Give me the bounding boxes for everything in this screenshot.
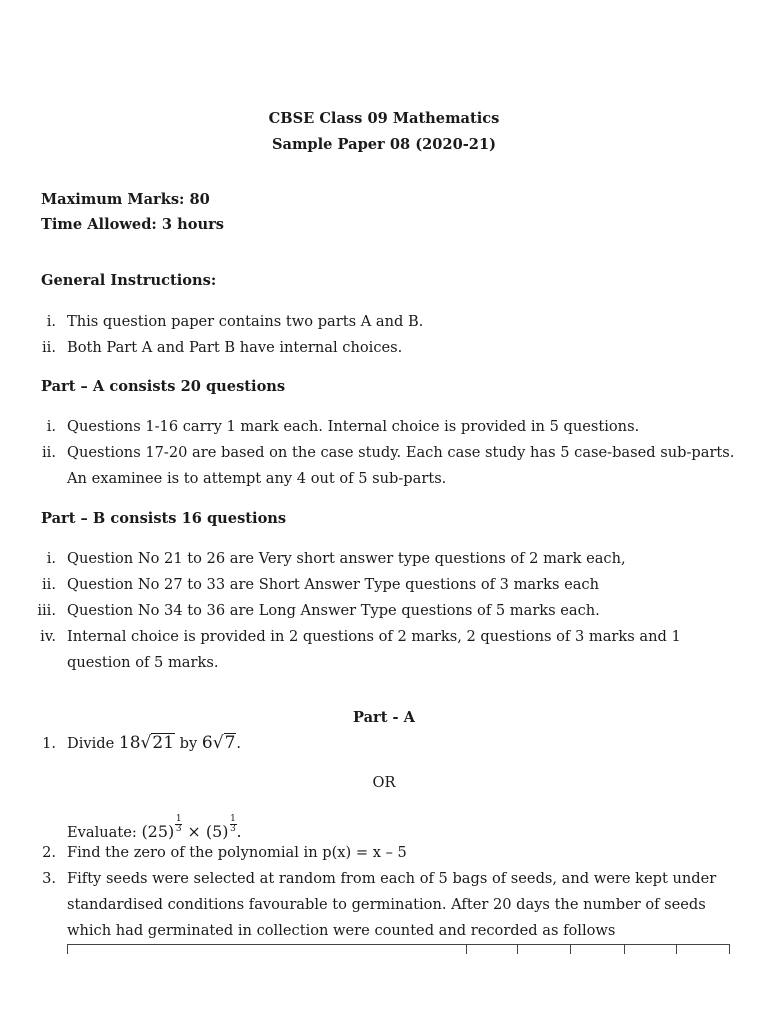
question-3-line: Fifty seeds were selected at random from each of 5 bags of seeds, and were kept under bbox=[67, 870, 717, 887]
part-a-heading: Part - A bbox=[352, 709, 415, 726]
denominator: 3 bbox=[230, 824, 236, 834]
radicand: 21 bbox=[152, 733, 175, 753]
coefficient: 18 bbox=[118, 733, 141, 753]
table-column-divider bbox=[729, 944, 730, 954]
list-item: Question No 21 to 26 are Very short answer type questions of 2 mark each, bbox=[67, 550, 626, 567]
radicand: 7 bbox=[224, 733, 236, 753]
list-item: Internal choice is provided in 2 questions of 2 marks, 2 questions of 3 marks and 1 bbox=[67, 628, 681, 645]
list-item: Both Part A and Part B have internal choices. bbox=[67, 339, 403, 356]
fraction-exponent bbox=[230, 815, 237, 834]
question-1-mid: by bbox=[179, 735, 198, 752]
period: . bbox=[236, 735, 242, 752]
numerator: 1 bbox=[230, 814, 236, 824]
sqrt-symbol: √7 bbox=[212, 733, 236, 753]
question-number: 2. bbox=[42, 844, 56, 861]
period: . bbox=[236, 822, 242, 841]
sqrt-symbol: √21 bbox=[140, 733, 175, 753]
question-3-line: which had germinated in collection were counted and recorded as follows bbox=[67, 922, 616, 939]
maximum-marks: Maximum Marks: 80 bbox=[41, 191, 210, 208]
list-number: i. bbox=[46, 313, 56, 330]
document-title: CBSE Class 09 Mathematics bbox=[268, 110, 500, 127]
general-instructions-heading: General Instructions: bbox=[41, 272, 217, 289]
table-column-divider bbox=[624, 944, 625, 954]
denominator: 3 bbox=[175, 824, 182, 834]
table-column-divider bbox=[466, 944, 467, 954]
question-2: Find the zero of the polynomial in p(x) = x – 5 bbox=[67, 844, 407, 861]
question-1 bbox=[67, 733, 241, 753]
fraction-exponent bbox=[175, 815, 182, 834]
list-item: Question No 34 to 36 are Long Answer Type questions of 5 marks each. bbox=[67, 602, 600, 619]
base: (5) bbox=[205, 822, 229, 841]
or-label: OR bbox=[372, 774, 396, 791]
part-a-info-heading: Part – A consists 20 questions bbox=[41, 378, 286, 395]
table-top-border bbox=[67, 944, 730, 945]
list-number: ii. bbox=[42, 576, 56, 593]
math-expression-b bbox=[202, 733, 237, 753]
base: (25) bbox=[141, 822, 175, 841]
list-number: i. bbox=[46, 550, 56, 567]
list-item: Questions 1-16 carry 1 mark each. Internal choice is provided in 5 questions. bbox=[67, 418, 640, 435]
math-expression-power bbox=[141, 814, 242, 841]
list-item-continuation: An examinee is to attempt any 4 out of 5 sub-parts. bbox=[67, 470, 447, 487]
table-column-divider bbox=[570, 944, 571, 954]
list-number: iii. bbox=[37, 602, 56, 619]
list-number: iv. bbox=[40, 628, 56, 645]
list-item-continuation: question of 5 marks. bbox=[67, 654, 219, 671]
coefficient: 6 bbox=[201, 733, 213, 753]
list-number: i. bbox=[46, 418, 56, 435]
part-b-info-heading: Part – B consists 16 questions bbox=[41, 510, 287, 527]
table-column-divider bbox=[67, 944, 68, 954]
numerator: 1 bbox=[175, 814, 182, 824]
table-column-divider bbox=[517, 944, 518, 954]
list-number: ii. bbox=[42, 339, 56, 356]
list-item: Question No 27 to 33 are Short Answer Type questions of 3 marks each bbox=[67, 576, 599, 593]
question-3-line: standardised conditions favourable to germination. After 20 days the number of seeds bbox=[67, 896, 706, 913]
list-item: Questions 17-20 are based on the case study. Each case study has 5 case-based sub-parts. bbox=[67, 444, 735, 461]
list-number: ii. bbox=[42, 444, 56, 461]
times-sign: × bbox=[187, 822, 201, 841]
question-number: 1. bbox=[42, 735, 56, 752]
question-1-alternative bbox=[67, 815, 242, 841]
question-1-prefix: Divide bbox=[67, 735, 115, 752]
table-column-divider bbox=[676, 944, 677, 954]
time-allowed: Time Allowed: 3 hours bbox=[41, 216, 224, 233]
evaluate-label: Evaluate: bbox=[67, 824, 137, 841]
math-expression-a bbox=[119, 733, 175, 753]
list-item: This question paper contains two parts A and B. bbox=[67, 313, 424, 330]
document-subtitle: Sample Paper 08 (2020-21) bbox=[271, 136, 497, 153]
question-number: 3. bbox=[42, 870, 56, 887]
